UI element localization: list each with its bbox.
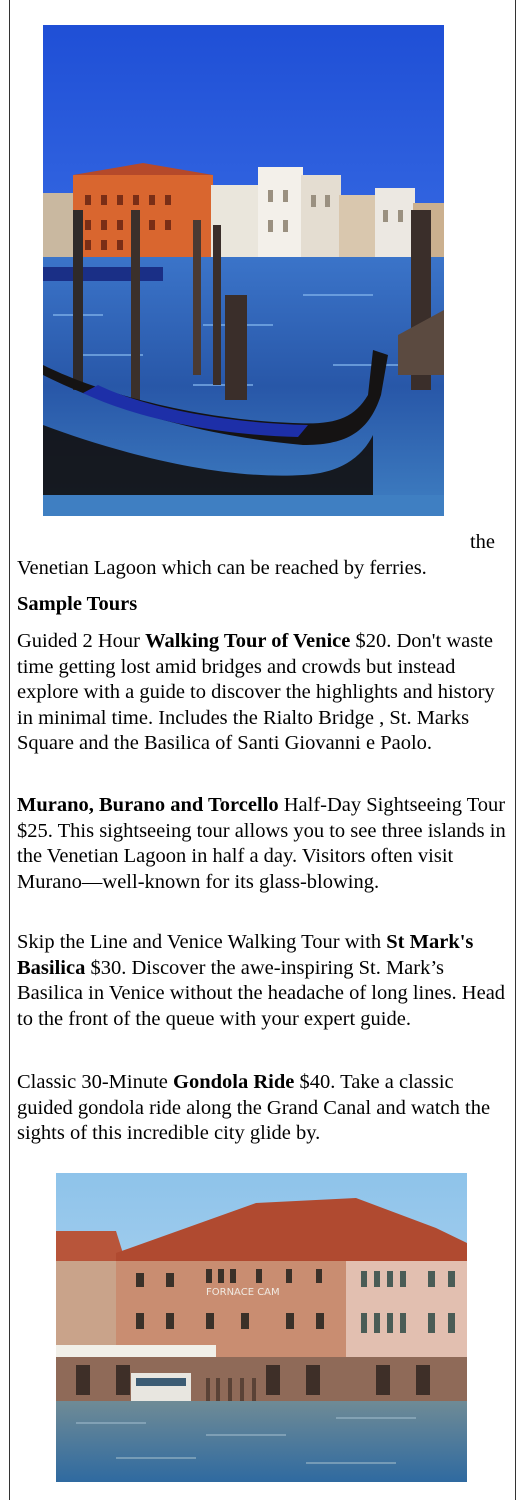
tour-text-pre: Skip the Line and Venice Walking Tour with (17, 931, 387, 953)
tour-title: St Mark's Basilica (17, 931, 474, 979)
tour-title: Walking Tour of Venice (145, 630, 351, 652)
grand-canal-gondola-photo (43, 25, 444, 516)
murano-fornace-photo (56, 1173, 467, 1482)
tour-text-pre: Classic 30-Minute (17, 1071, 174, 1093)
right-border (515, 0, 516, 1500)
tour-murano-burano-torcello (17, 793, 511, 895)
intro-line-2: Venetian Lagoon which can be reached by ferries. (17, 556, 427, 579)
tour-text-pre: Guided 2 Hour (17, 630, 146, 652)
tour-text-post: $30. Discover the awe-inspiring St. Mark’s Basilica in Venice without the headache of long lines. Head to the front of the queue with your expert guide. (17, 956, 506, 1030)
intro-line-1: the (469, 531, 495, 553)
tour-text-post: Half-Day Sightseeing Tour $25. This sightseeing tour allows you to see three islands in the Venetian Lagoon in half a day. Visitors often visit Murano—well-known for its glass-blowing. (17, 794, 506, 893)
tour-walking-venice (17, 629, 511, 757)
sample-tours-heading: Sample Tours (17, 593, 138, 615)
fornace-sign-text: FORNACE CAM (206, 1287, 280, 1298)
left-border (9, 0, 10, 1500)
tour-text-post: $40. Take a classic guided gondola ride along the Grand Canal and watch the sights of this incredible city glide by. (17, 1071, 491, 1144)
tour-text-post: $20. Don't waste time getting lost amid bridges and crowds but instead explore with a guide to discover the highlights and history in minimal time. Includes the Rialto Bridge , St. Marks Square and the Basilica of Santi Giovanni e Paolo. (17, 630, 495, 754)
tour-title: Gondola Ride (173, 1071, 295, 1093)
tour-gondola-ride (17, 1070, 511, 1147)
intro-paragraph (17, 530, 511, 581)
tour-title: Murano, Burano and Torcello (17, 794, 279, 816)
tour-st-marks-basilica (17, 930, 511, 1032)
